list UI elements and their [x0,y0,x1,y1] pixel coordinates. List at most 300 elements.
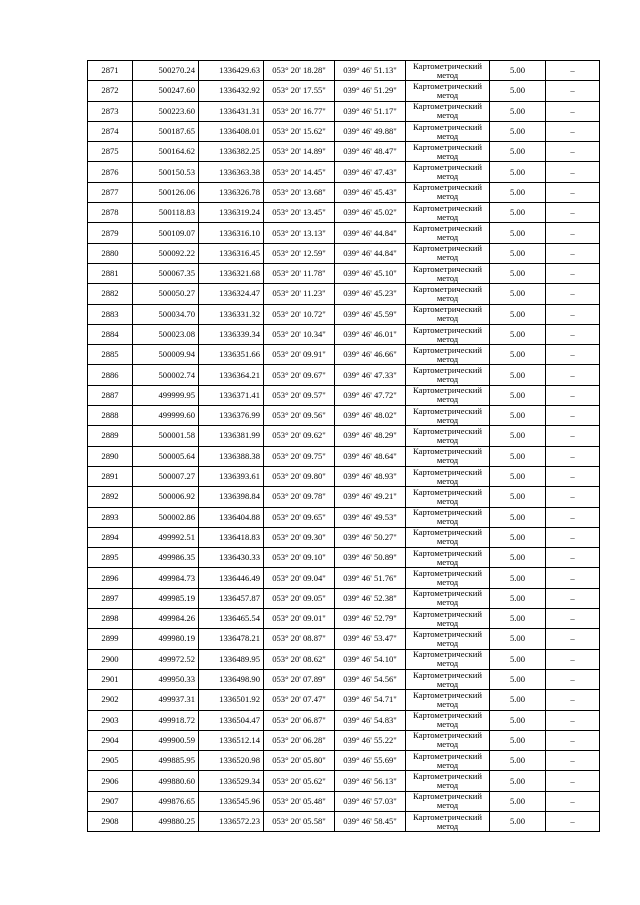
method-cell [406,61,490,81]
table-row [88,284,600,304]
y-coordinate-cell: 1336446.49 [199,568,264,588]
point-number-cell: 2876 [88,162,133,182]
accuracy-cell: 5.00 [490,730,546,750]
latitude-cell: 053° 20' 14.89" [264,142,335,162]
accuracy-cell: 5.00 [490,771,546,791]
point-number-cell: 2887 [88,385,133,405]
accuracy-cell: 5.00 [490,385,546,405]
method-cell [406,548,490,568]
y-coordinate-cell: 1336504.47 [199,710,264,730]
x-coordinate-cell: 500067.35 [133,263,199,283]
accuracy-cell: 5.00 [490,690,546,710]
point-number-cell: 2895 [88,548,133,568]
table-row [88,223,600,243]
table-row [88,263,600,283]
y-coordinate-cell: 1336388.38 [199,446,264,466]
point-number-cell: 2884 [88,324,133,344]
table-row [88,365,600,385]
method-line-2: метод [436,394,459,405]
y-coordinate-cell: 1336572.23 [199,811,264,831]
accuracy-cell: 5.00 [490,162,546,182]
table-row [88,81,600,101]
latitude-cell: 053° 20' 11.78" [264,263,335,283]
accuracy-cell: 5.00 [490,203,546,223]
longitude-cell: 039° 46' 48.93" [335,466,406,486]
y-coordinate-cell: 1336404.88 [199,507,264,527]
note-cell: – [546,182,600,202]
accuracy-cell: 5.00 [490,81,546,101]
method-line-1: Картометрический [413,547,482,558]
y-coordinate-cell: 1336364.21 [199,365,264,385]
accuracy-cell: 5.00 [490,629,546,649]
longitude-cell: 039° 46' 48.29" [335,426,406,446]
point-number-cell: 2885 [88,345,133,365]
table-row [88,182,600,202]
latitude-cell: 053° 20' 18.28" [264,61,335,81]
latitude-cell: 053° 20' 09.80" [264,466,335,486]
point-number-cell: 2902 [88,690,133,710]
method-line-1: Картометрический [413,588,482,599]
latitude-cell: 053° 20' 11.23" [264,284,335,304]
latitude-cell: 053° 20' 09.78" [264,487,335,507]
longitude-cell: 039° 46' 50.89" [335,548,406,568]
note-cell: – [546,203,600,223]
point-number-cell: 2889 [88,426,133,446]
method-line-1: Картометрический [413,141,482,152]
x-coordinate-cell: 500009.94 [133,345,199,365]
longitude-cell: 039° 46' 52.79" [335,609,406,629]
method-cell [406,81,490,101]
table-row [88,345,600,365]
point-number-cell: 2903 [88,710,133,730]
table-row [88,669,600,689]
latitude-cell: 053° 20' 07.47" [264,690,335,710]
point-number-cell: 2901 [88,669,133,689]
longitude-cell: 039° 46' 49.88" [335,121,406,141]
point-number-cell: 2877 [88,182,133,202]
table-row [88,61,600,81]
y-coordinate-cell: 1336501.92 [199,690,264,710]
method-line-2: метод [436,455,459,466]
table-row [88,649,600,669]
method-line-2: метод [436,495,459,506]
method-line-2: метод [436,780,459,791]
table-row [88,406,600,426]
longitude-cell: 039° 46' 54.56" [335,669,406,689]
point-number-cell: 2899 [88,629,133,649]
table-row [88,811,600,831]
note-cell: – [546,243,600,263]
method-cell [406,101,490,121]
method-line-1: Картометрический [413,101,482,112]
y-coordinate-cell: 1336489.95 [199,649,264,669]
method-line-1: Картометрический [413,527,482,538]
latitude-cell: 053° 20' 17.55" [264,81,335,101]
longitude-cell: 039° 46' 50.27" [335,527,406,547]
y-coordinate-cell: 1336376.99 [199,406,264,426]
y-coordinate-cell: 1336371.41 [199,385,264,405]
x-coordinate-cell: 499876.65 [133,791,199,811]
latitude-cell: 053° 20' 05.80" [264,751,335,771]
accuracy-cell: 5.00 [490,751,546,771]
accuracy-cell: 5.00 [490,263,546,283]
y-coordinate-cell: 1336520.98 [199,751,264,771]
x-coordinate-cell: 499900.59 [133,730,199,750]
method-line-1: Картометрический [413,283,482,294]
method-cell [406,629,490,649]
longitude-cell: 039° 46' 52.38" [335,588,406,608]
point-number-cell: 2894 [88,527,133,547]
method-line-1: Картометрический [413,628,482,639]
longitude-cell: 039° 46' 51.76" [335,568,406,588]
point-number-cell: 2879 [88,223,133,243]
method-cell [406,649,490,669]
point-number-cell: 2886 [88,365,133,385]
method-line-2: метод [436,353,459,364]
latitude-cell: 053° 20' 09.75" [264,446,335,466]
y-coordinate-cell: 1336351.66 [199,345,264,365]
method-cell [406,365,490,385]
method-cell [406,426,490,446]
point-number-cell: 2872 [88,81,133,101]
longitude-cell: 039° 46' 54.83" [335,710,406,730]
note-cell: – [546,61,600,81]
method-line-1: Картометрический [413,324,482,335]
method-line-1: Картометрический [413,608,482,619]
method-line-2: метод [436,597,459,608]
point-number-cell: 2891 [88,466,133,486]
accuracy-cell: 5.00 [490,669,546,689]
method-line-2: метод [436,719,459,730]
method-line-1: Картометрический [413,425,482,436]
x-coordinate-cell: 499880.60 [133,771,199,791]
note-cell: – [546,629,600,649]
accuracy-cell: 5.00 [490,406,546,426]
note-cell: – [546,527,600,547]
accuracy-cell: 5.00 [490,121,546,141]
x-coordinate-cell: 500223.60 [133,101,199,121]
method-line-1: Картометрический [413,365,482,376]
accuracy-cell: 5.00 [490,182,546,202]
accuracy-cell: 5.00 [490,568,546,588]
method-cell [406,182,490,202]
method-line-2: метод [436,820,459,831]
x-coordinate-cell: 500150.53 [133,162,199,182]
longitude-cell: 039° 46' 46.66" [335,345,406,365]
method-line-1: Картометрический [413,446,482,457]
accuracy-cell: 5.00 [490,548,546,568]
longitude-cell: 039° 46' 48.02" [335,406,406,426]
point-number-cell: 2883 [88,304,133,324]
method-cell [406,791,490,811]
method-cell [406,345,490,365]
longitude-cell: 039° 46' 47.43" [335,162,406,182]
note-cell: – [546,669,600,689]
method-cell [406,142,490,162]
longitude-cell: 039° 46' 56.13" [335,771,406,791]
longitude-cell: 039° 46' 44.84" [335,223,406,243]
x-coordinate-cell: 500247.60 [133,81,199,101]
note-cell: – [546,81,600,101]
table-row [88,751,600,771]
accuracy-cell: 5.00 [490,426,546,446]
method-line-2: метод [436,171,459,182]
longitude-cell: 039° 46' 54.10" [335,649,406,669]
note-cell: – [546,568,600,588]
x-coordinate-cell: 499985.19 [133,588,199,608]
method-cell [406,811,490,831]
table-row [88,629,600,649]
longitude-cell: 039° 46' 54.71" [335,690,406,710]
note-cell: – [546,324,600,344]
y-coordinate-cell: 1336545.96 [199,791,264,811]
x-coordinate-cell: 500187.65 [133,121,199,141]
latitude-cell: 053° 20' 05.62" [264,771,335,791]
accuracy-cell: 5.00 [490,710,546,730]
point-number-cell: 2890 [88,446,133,466]
method-cell [406,466,490,486]
method-line-2: метод [436,617,459,628]
longitude-cell: 039° 46' 47.33" [335,365,406,385]
y-coordinate-cell: 1336418.83 [199,527,264,547]
note-cell: – [546,223,600,243]
latitude-cell: 053° 20' 10.34" [264,324,335,344]
note-cell: – [546,487,600,507]
latitude-cell: 053° 20' 05.48" [264,791,335,811]
note-cell: – [546,446,600,466]
point-number-cell: 2905 [88,751,133,771]
method-line-2: метод [436,313,459,324]
method-line-1: Картометрический [413,80,482,91]
note-cell: – [546,101,600,121]
latitude-cell: 053° 20' 09.65" [264,507,335,527]
method-line-1: Картометрический [413,771,482,782]
y-coordinate-cell: 1336512.14 [199,730,264,750]
y-coordinate-cell: 1336381.99 [199,426,264,446]
note-cell: – [546,609,600,629]
method-line-2: метод [436,800,459,811]
x-coordinate-cell: 499937.31 [133,690,199,710]
y-coordinate-cell: 1336316.45 [199,243,264,263]
x-coordinate-cell: 500092.22 [133,243,199,263]
latitude-cell: 053° 20' 09.57" [264,385,335,405]
method-cell [406,162,490,182]
longitude-cell: 039° 46' 45.23" [335,284,406,304]
note-cell: – [546,162,600,182]
note-cell: – [546,588,600,608]
note-cell: – [546,690,600,710]
accuracy-cell: 5.00 [490,588,546,608]
method-line-1: Картометрический [413,486,482,497]
method-cell [406,690,490,710]
latitude-cell: 053° 20' 06.87" [264,710,335,730]
x-coordinate-cell: 499999.95 [133,385,199,405]
method-cell [406,588,490,608]
method-line-1: Картометрический [413,385,482,396]
point-number-cell: 2892 [88,487,133,507]
point-number-cell: 2881 [88,263,133,283]
latitude-cell: 053° 20' 12.59" [264,243,335,263]
method-line-2: метод [436,658,459,669]
latitude-cell: 053° 20' 08.62" [264,649,335,669]
note-cell: – [546,507,600,527]
method-cell [406,446,490,466]
x-coordinate-cell: 500270.24 [133,61,199,81]
method-line-2: метод [436,374,459,385]
method-line-1: Картометрический [413,223,482,234]
method-line-1: Картометрический [413,60,482,71]
accuracy-cell: 5.00 [490,649,546,669]
method-line-1: Картометрический [413,304,482,315]
method-line-2: метод [436,678,459,689]
x-coordinate-cell: 500002.74 [133,365,199,385]
point-number-cell: 2875 [88,142,133,162]
x-coordinate-cell: 499918.72 [133,710,199,730]
method-line-1: Картометрический [413,121,482,132]
latitude-cell: 053° 20' 09.30" [264,527,335,547]
method-line-2: метод [436,191,459,202]
method-line-1: Картометрический [413,710,482,721]
x-coordinate-cell: 499880.25 [133,811,199,831]
latitude-cell: 053° 20' 09.04" [264,568,335,588]
method-line-1: Картометрический [413,669,482,680]
table-row [88,243,600,263]
table-row [88,304,600,324]
x-coordinate-cell: 499950.33 [133,669,199,689]
x-coordinate-cell: 500034.70 [133,304,199,324]
accuracy-cell: 5.00 [490,284,546,304]
table-row [88,466,600,486]
coordinates-sheet [87,60,599,832]
method-line-1: Картометрический [413,243,482,254]
x-coordinate-cell: 500001.58 [133,426,199,446]
y-coordinate-cell: 1336408.01 [199,121,264,141]
longitude-cell: 039° 46' 46.01" [335,324,406,344]
table-row [88,426,600,446]
latitude-cell: 053° 20' 13.45" [264,203,335,223]
method-line-1: Картометрический [413,405,482,416]
table-row [88,791,600,811]
x-coordinate-cell: 499986.35 [133,548,199,568]
longitude-cell: 039° 46' 45.10" [335,263,406,283]
method-line-1: Картометрический [413,344,482,355]
table-row [88,771,600,791]
longitude-cell: 039° 46' 58.45" [335,811,406,831]
y-coordinate-cell: 1336319.24 [199,203,264,223]
x-coordinate-cell: 499999.60 [133,406,199,426]
y-coordinate-cell: 1336331.32 [199,304,264,324]
note-cell: – [546,142,600,162]
point-number-cell: 2873 [88,101,133,121]
latitude-cell: 053° 20' 09.10" [264,548,335,568]
longitude-cell: 039° 46' 51.29" [335,81,406,101]
longitude-cell: 039° 46' 49.21" [335,487,406,507]
table-row [88,121,600,141]
table-row [88,730,600,750]
accuracy-cell: 5.00 [490,791,546,811]
accuracy-cell: 5.00 [490,365,546,385]
method-line-2: метод [436,333,459,344]
y-coordinate-cell: 1336457.87 [199,588,264,608]
x-coordinate-cell: 500109.07 [133,223,199,243]
latitude-cell: 053° 20' 13.68" [264,182,335,202]
method-line-2: метод [436,232,459,243]
note-cell: – [546,811,600,831]
table-row [88,548,600,568]
point-number-cell: 2888 [88,406,133,426]
coordinates-table [87,60,600,832]
table-row [88,710,600,730]
note-cell: – [546,385,600,405]
longitude-cell: 039° 46' 55.69" [335,751,406,771]
method-line-1: Картометрический [413,730,482,741]
method-cell [406,284,490,304]
note-cell: – [546,791,600,811]
method-cell [406,223,490,243]
note-cell: – [546,263,600,283]
longitude-cell: 039° 46' 45.02" [335,203,406,223]
point-number-cell: 2871 [88,61,133,81]
latitude-cell: 053° 20' 09.91" [264,345,335,365]
table-row [88,507,600,527]
point-number-cell: 2904 [88,730,133,750]
method-line-2: метод [436,434,459,445]
method-line-1: Картометрический [413,649,482,660]
method-cell [406,669,490,689]
accuracy-cell: 5.00 [490,101,546,121]
longitude-cell: 039° 46' 44.84" [335,243,406,263]
accuracy-cell: 5.00 [490,304,546,324]
y-coordinate-cell: 1336321.68 [199,263,264,283]
latitude-cell: 053° 20' 08.87" [264,629,335,649]
method-line-2: метод [436,89,459,100]
accuracy-cell: 5.00 [490,811,546,831]
latitude-cell: 053° 20' 13.13" [264,223,335,243]
x-coordinate-cell: 500007.27 [133,466,199,486]
x-coordinate-cell: 499992.51 [133,527,199,547]
point-number-cell: 2893 [88,507,133,527]
point-number-cell: 2906 [88,771,133,791]
longitude-cell: 039° 46' 51.17" [335,101,406,121]
y-coordinate-cell: 1336431.31 [199,101,264,121]
method-line-1: Картометрический [413,263,482,274]
accuracy-cell: 5.00 [490,142,546,162]
longitude-cell: 039° 46' 57.03" [335,791,406,811]
method-line-2: метод [436,252,459,263]
longitude-cell: 039° 46' 45.59" [335,304,406,324]
longitude-cell: 039° 46' 51.13" [335,61,406,81]
method-cell [406,751,490,771]
method-line-2: метод [436,414,459,425]
latitude-cell: 053° 20' 10.72" [264,304,335,324]
method-line-1: Картометрический [413,689,482,700]
x-coordinate-cell: 499885.95 [133,751,199,771]
y-coordinate-cell: 1336498.90 [199,669,264,689]
note-cell: – [546,304,600,324]
y-coordinate-cell: 1336432.92 [199,81,264,101]
accuracy-cell: 5.00 [490,345,546,365]
point-number-cell: 2874 [88,121,133,141]
table-row [88,527,600,547]
x-coordinate-cell: 499972.52 [133,649,199,669]
table-row [88,588,600,608]
method-line-1: Картометрический [413,202,482,213]
method-line-2: метод [436,150,459,161]
method-cell [406,487,490,507]
table-row [88,101,600,121]
method-cell [406,385,490,405]
longitude-cell: 039° 46' 53.47" [335,629,406,649]
